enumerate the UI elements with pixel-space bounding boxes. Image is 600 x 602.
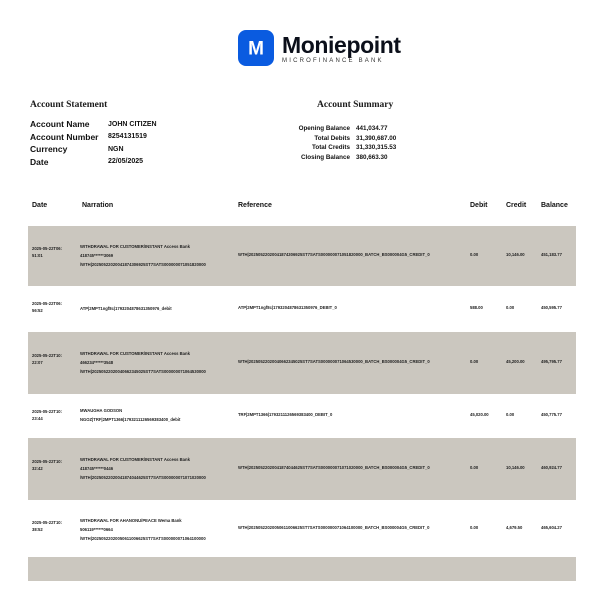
row-date: 2025-05-22T10: 23:44 <box>32 409 63 421</box>
header-reference: Reference <box>238 202 272 209</box>
row-balance: 460,924.77 <box>541 465 562 470</box>
row-date: 2025-05-22T06: 51:01 <box>32 246 63 258</box>
row-credit: 0.00 <box>506 305 515 310</box>
table-row <box>28 394 576 438</box>
row-narration: WITHDRAWAL FOR CUSTOMER/INSTANT Access Bank 418745******0446 /WTH|20250522020041874044625ST7SATS000000071071020000 <box>80 457 206 480</box>
table-row <box>28 438 576 500</box>
total-debits-value: 31,390,687.00 <box>356 134 397 142</box>
total-credits-label: Total Credits <box>311 144 350 152</box>
opening-balance-row <box>290 124 416 134</box>
header-date: Date <box>32 202 48 209</box>
row-reference: ATP|2MPT1ngf8c|1793204878631350976_DEBIT_0 <box>238 305 337 310</box>
row-debit: 45,020.00 <box>470 412 489 417</box>
total-debits-row <box>290 134 416 144</box>
table-row-empty <box>28 557 576 581</box>
row-reference: WTH|20250522020041874044625ST7SATS000000071071020000_BATCH_BS000004G5_CREDIT_0 <box>238 465 430 470</box>
row-debit: 0.00 <box>470 525 479 530</box>
account-summary <box>290 124 416 162</box>
total-credits-row <box>290 143 416 153</box>
header-narration: Narration <box>82 202 114 209</box>
row-credit: 0.00 <box>506 412 515 417</box>
total-debits-label: Total Debits <box>314 134 350 142</box>
table-row <box>28 286 576 332</box>
total-credits-value: 31,330,315.53 <box>356 144 397 152</box>
row-date: 2025-05-22T10: 32:42 <box>32 459 63 471</box>
currency-row <box>30 143 157 156</box>
account-name-value: JOHN CITIZEN <box>108 120 157 128</box>
currency-label: Currency <box>30 144 68 155</box>
date-label: Date <box>30 156 49 167</box>
currency-value: NGN <box>108 145 124 153</box>
row-narration: ATP|2MPT1ngf8c|1793204878631350976_debit <box>80 306 172 311</box>
row-reference: TRF|2MPT1366|1793211126569383400_DEBIT_0 <box>238 412 333 417</box>
opening-balance-label: Opening Balance <box>298 125 350 133</box>
row-debit: 0.00 <box>470 465 479 470</box>
row-reference: WTH|20250522020050611006625ST7SATS000000071064100000_BATCH_BS000004G5_CREDIT_0 <box>238 525 430 530</box>
closing-balance-label: Closing Balance <box>301 153 350 161</box>
table-row <box>28 226 576 286</box>
brand-subtitle: MICROFINANCE BANK <box>282 57 384 64</box>
table-row <box>28 500 576 557</box>
row-narration: WITHDRAWAL FOR AHANONU/PEACE Wema Bank 506119******0664 /WTH|20250522020050611006625ST7SATS000000071064100000 <box>80 518 206 541</box>
account-name-row <box>30 118 157 131</box>
brand-name: Moniepoint <box>282 31 401 58</box>
row-balance: 450,595.77 <box>541 305 562 310</box>
row-debit: 588.00 <box>470 305 483 310</box>
closing-balance-row <box>290 153 416 163</box>
row-narration: MWAUGHA GODSON NGOZ|TRF|2MPT1366|1793211126569383400_debit <box>80 408 181 422</box>
opening-balance-value: 441,034.77 <box>356 125 388 133</box>
row-debit: 0.00 <box>470 359 479 364</box>
table-header <box>30 200 575 214</box>
row-credit: 45,200.00 <box>506 359 525 364</box>
row-balance: 450,775.77 <box>541 412 562 417</box>
row-credit: 10,146.00 <box>506 252 525 257</box>
header-debit: Debit <box>470 202 488 209</box>
row-narration: WITHDRAWAL FOR CUSTOMER/INSTANT Access Bank 418745******3069 /WTH|20250522020041874306925ST7SATS000000071051820000 <box>80 244 206 267</box>
header-balance: Balance <box>541 202 568 209</box>
date-value: 22/05/2025 <box>108 158 144 166</box>
moniepoint-logo <box>238 30 401 66</box>
row-balance: 451,183.77 <box>541 252 562 257</box>
table-row <box>28 332 576 394</box>
row-credit: 4,679.50 <box>506 525 523 530</box>
row-balance: 495,795.77 <box>541 359 562 364</box>
account-number-label: Account Number <box>30 131 99 142</box>
account-number-row <box>30 131 157 144</box>
row-reference: WTH|20250522020041874306925ST7SATS000000071051820000_BATCH_BS000004G5_CREDIT_0 <box>238 252 430 257</box>
account-name-label: Account Name <box>30 119 90 130</box>
date-row <box>30 156 157 169</box>
row-reference: WTH|20250522020040662345025ST7SATS000000071064530000_BATCH_BS000004G5_CREDIT_0 <box>238 359 430 364</box>
account-summary-title: Account Summary <box>317 100 394 110</box>
account-number-value: 8254131519 <box>108 133 147 141</box>
closing-balance-value: 380,663.30 <box>356 153 388 161</box>
header-credit: Credit <box>506 202 527 209</box>
row-credit: 10,146.00 <box>506 465 525 470</box>
account-info <box>30 118 157 168</box>
row-date: 2025-05-22T10: 38:52 <box>32 520 63 532</box>
svg-text:M: M <box>248 38 264 59</box>
row-narration: WITHDRAWAL FOR CUSTOMER/INSTANT Access Bank 466234******3548 /WTH|20250522020040662345025ST7SATS000000071064530000 <box>80 351 206 374</box>
row-date: 2025-05-22T10: 22:07 <box>32 353 63 365</box>
row-balance: 465,604.27 <box>541 525 562 530</box>
account-statement-title: Account Statement <box>30 100 108 110</box>
row-debit: 0.00 <box>470 252 479 257</box>
moniepoint-logo-icon <box>238 30 274 66</box>
row-date: 2025-05-22T06: 56:52 <box>32 301 63 313</box>
